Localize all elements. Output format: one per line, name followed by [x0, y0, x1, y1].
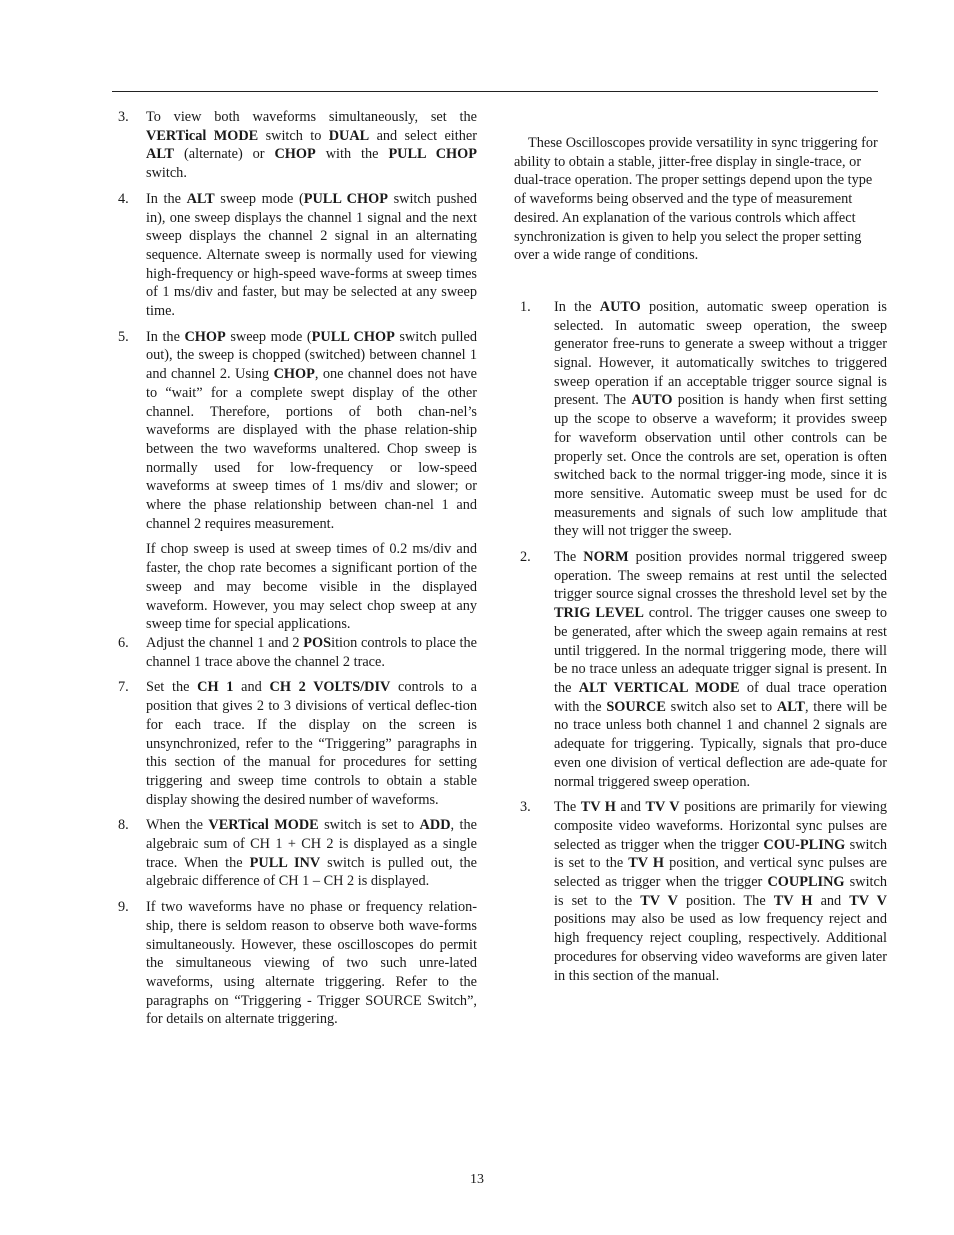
- item-text: (alternate) or: [174, 146, 275, 163]
- control-name: PULL CHOP: [388, 146, 477, 163]
- item-text: ition controls to place the channel 1 trace above the channel 2 trace.: [146, 634, 477, 670]
- item-text: and: [812, 892, 850, 909]
- item-text: switch also set to: [665, 698, 777, 715]
- left-list-item: [118, 108, 477, 183]
- left-list-item: [118, 634, 477, 671]
- item-text: controls to a position that gives 2 to 3 divisions of vertical deflec-tion for each trace. If the display on the screen is unsynchronized, refer to the “Triggering” paragraphs in this section of the manual for procedures for setting triggering and sweep time controls to obtain a stable display showing the desired number of waveforms.: [146, 679, 477, 808]
- item-number: 1.: [520, 298, 531, 315]
- left-list-item: [118, 816, 477, 891]
- item-number: 6.: [118, 634, 129, 651]
- item-number: 8.: [118, 817, 129, 834]
- control-name: COU-PLING: [763, 836, 846, 853]
- item-text: , one channel does not have to “wait” for a complete swept display of the other channel. Therefore, portions of both chan-nel’s waveforms are displayed with the phase relation-ship between the two waveforms unaltered. Chop sweep is normally used for low-frequency or low-speed waveforms at sweep times of 1 ms/div and slower; or where the phase relationship between chan-nel 1 and channel 2 requires measurement.: [146, 366, 477, 532]
- item-text: , there will be no trace unless both channel 1 and channel 2 signals are adequate for triggering. Typically, signals that pro-duce even one division of vertical deflection are ade-quate for normal triggered sweep operation.: [554, 698, 888, 790]
- left-column: [118, 108, 477, 1036]
- item-text: of dual trace operation with the: [554, 679, 887, 715]
- control-name: CHOP: [274, 146, 316, 163]
- control-name: TV H: [628, 855, 665, 872]
- item-text: and: [615, 799, 646, 816]
- item-text: switch is pulled out, the algebraic difference of CH 1 – CH 2 is displayed.: [146, 854, 477, 890]
- item-continuation: If chop sweep is used at sweep times of 0.2 ms/div and faster, the chop rate becomes a significant portion of the sweep and may become visible in the displayed waveform. However, you may select chop sweep at any sweep time for special applications.: [146, 541, 477, 633]
- left-list-item: [118, 898, 477, 1029]
- header-rule: [112, 91, 878, 92]
- control-name: PULL INV: [249, 854, 321, 871]
- control-name: NORM: [583, 549, 629, 566]
- item-text: In the: [146, 190, 187, 207]
- item-text: switch pulled out), the sweep is chopped (switched) between channel 1 and channel 2. Using: [146, 328, 478, 383]
- control-name: VERTical MODE: [146, 127, 259, 144]
- control-name: TV V: [849, 892, 887, 909]
- item-text: position, automatic sweep operation is selected. In automatic sweep operation, the sweep generator free-runs to generate a sweep without a trigger signal. However, it automatically switches to triggered sweep operation if an acceptable trigger source signal is present. The: [554, 298, 887, 409]
- item-text: Set the: [146, 679, 198, 696]
- control-name: AUTO: [631, 392, 673, 409]
- control-name: DUAL: [328, 127, 370, 144]
- section-gap: [514, 265, 887, 298]
- control-name: TV V: [640, 892, 678, 909]
- item-text: position provides normal triggered sweep operation. The sweep remains at rest until the selected trigger source signal crosses the threshold level set by the: [554, 549, 887, 603]
- item-number: 3.: [520, 799, 531, 816]
- trigger-mode-item: [520, 798, 887, 985]
- control-name: ALT: [146, 146, 175, 163]
- control-name: ADD: [419, 817, 451, 834]
- control-name: POS: [303, 634, 332, 651]
- item-text: switch to: [258, 127, 329, 144]
- control-name: TV H: [773, 892, 813, 909]
- item-number: 2.: [520, 549, 531, 566]
- item-text: In the: [554, 298, 600, 315]
- control-name: ALT: [186, 190, 215, 207]
- trigger-mode-item: [520, 298, 887, 541]
- control-name: CH 2 VOLTS/DIV: [269, 679, 391, 696]
- trigger-mode-list: [514, 298, 887, 985]
- item-number: 7.: [118, 679, 129, 696]
- control-name: TV H: [580, 799, 616, 816]
- trigger-intro-paragraph: These Oscilloscopes provide versatility in sync triggering for ability to obtain a stable, jitter-free display in single-trace, or dual-trace operation. The proper settings depend upon the type of waveforms being observed and the type of measurement desired. An explanation of the various controls which affect synchronization is given to help you select the proper setting over a wide range of conditions.: [514, 135, 878, 264]
- item-text: with the: [315, 146, 389, 163]
- control-name: AUTO: [599, 298, 641, 315]
- item-text: switch.: [146, 165, 187, 182]
- left-list-item: [118, 678, 477, 809]
- control-name: CH 1: [197, 679, 234, 696]
- item-text: The: [554, 799, 581, 816]
- item-text: position is handy when first setting up the scope to observe a waveform; it provides sweep for waveform observation until other controls can be properly set. Once the controls are set, operation is often switched back to the normal trigger-ing mode, since it is more sensitive. Automatic sweep must be used for dc measurements and signals of such low amplitude that they will not trigger the sweep.: [554, 392, 887, 540]
- control-name: VERTical MODE: [208, 817, 319, 834]
- item-text: positions are primarily for viewing composite video waveforms. Horizontal sync pulses are selected as trigger when the trigger: [554, 799, 887, 853]
- item-text: Adjust the channel 1 and 2: [146, 634, 304, 651]
- item-text: switch is set to the: [554, 836, 887, 872]
- control-name: CHOP: [184, 328, 226, 345]
- control-name: COUPLING: [767, 874, 845, 891]
- control-name: CHOP: [273, 366, 315, 383]
- item-text: positions may also be used as low frequency reject and high frequency reject coupling, respectively. Additional procedures for observing video waveforms are given later in this section of the manual.: [554, 911, 887, 984]
- item-number: 5.: [118, 328, 129, 345]
- item-text: When the: [146, 817, 209, 834]
- item-text: switch is set to the: [554, 874, 888, 909]
- control-name: SOURCE: [606, 698, 666, 715]
- item-number: 3.: [118, 109, 129, 125]
- control-name: ALT VERTICAL MODE: [578, 679, 740, 696]
- item-text: and select either: [369, 127, 477, 144]
- control-name: TV V: [645, 799, 680, 816]
- item-text: and: [233, 679, 270, 696]
- item-text: To view both waveforms simultaneously, set the: [146, 109, 477, 125]
- control-name: ALT: [776, 698, 805, 715]
- left-list-item: [118, 328, 477, 534]
- item-text: position. The: [677, 892, 774, 909]
- control-name: PULL CHOP: [303, 190, 388, 207]
- item-text: The: [554, 549, 584, 566]
- item-number: 4.: [118, 190, 129, 207]
- right-column: [514, 108, 887, 992]
- item-text: switch is set to: [318, 817, 420, 834]
- item-text: If two waveforms have no phase or frequency relation-ship, there is seldom reason to observe both wave-forms simultaneously. However, these oscilloscopes do permit the simultaneous viewing of two such unre-lated waveforms, using alternate triggering. Refer to the paragraphs on “Triggering - Trigger SOURCE Switch”, for details on alternate triggering.: [146, 899, 477, 1028]
- item-text: In the: [146, 328, 185, 345]
- item-text: position, and vertical sync pulses are selected as trigger when the trigger: [554, 855, 887, 891]
- control-name: PULL CHOP: [311, 328, 395, 345]
- page-number: 13: [470, 1172, 484, 1187]
- item-text: sweep mode (: [214, 190, 304, 207]
- item-text: switch pushed in), one sweep displays the channel 1 signal and the next sweep displays the channel 2 signal in an alternating sequence. Alternate sweep is normally used for viewing high-frequency or high-speed wave-forms at sweep times of 1 ms/div and faster, but may be selected at any sweep time.: [146, 190, 477, 320]
- control-name: TRIG LEVEL: [554, 605, 644, 622]
- item-number: 9.: [118, 899, 129, 916]
- item-text: sweep mode (: [225, 328, 312, 345]
- left-list-item: [118, 190, 477, 321]
- trigger-mode-item: [520, 548, 887, 791]
- item-text: control. The trigger causes one sweep to be generated, after which the sweep again remains at rest until triggered. In the normal triggering mode, there will be no trace unless an adequate trigger signal is present. In the: [554, 605, 887, 696]
- item-text: , the algebraic sum of CH 1 + CH 2 is displayed as a single trace. When the: [146, 817, 477, 871]
